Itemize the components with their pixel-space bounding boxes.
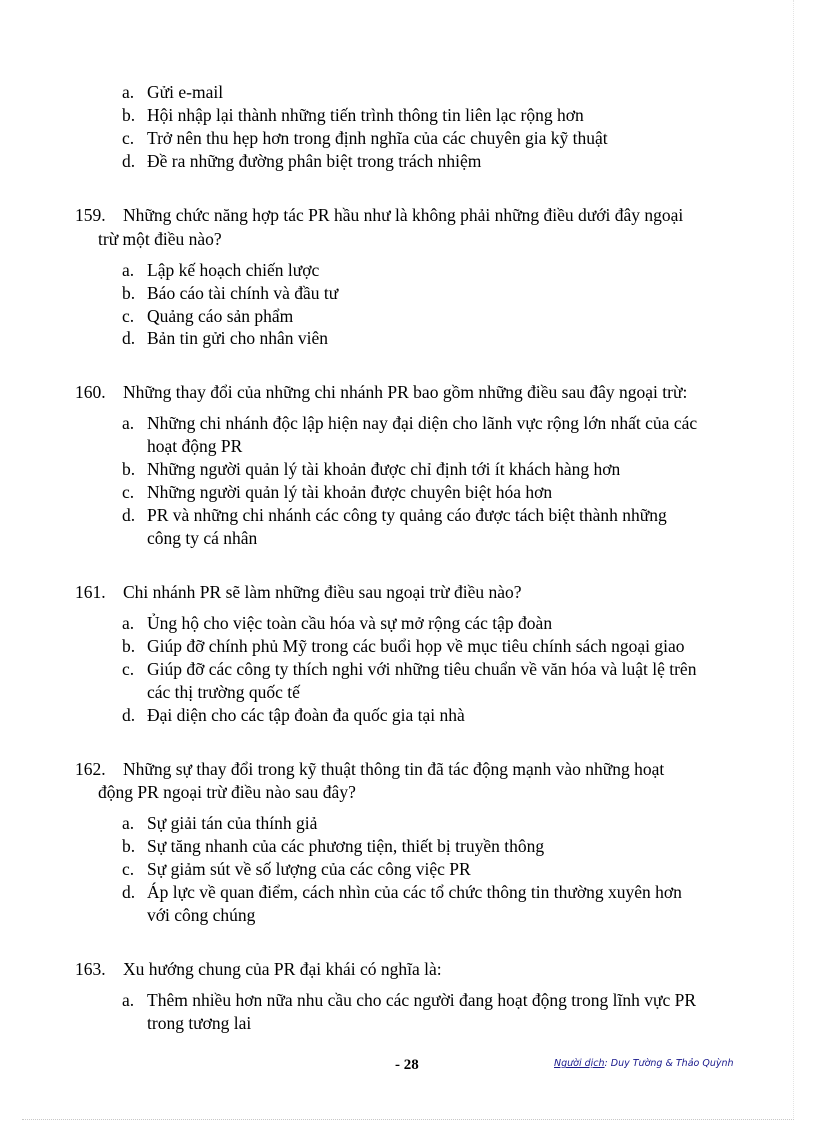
option-text: Những người quản lý tài khoản được chuyên biệt hóa hơn [147,482,553,502]
option-text: Áp lực về quan điểm, cách nhìn của các tổ chức thông tin thường xuyên hơn [147,882,682,902]
option-text: Những người quản lý tài khoản được chỉ định tới ít khách hàng hơn [147,459,621,479]
option-text: Đề ra những đường phân biệt trong trách nhiệm [147,151,482,171]
question-number: 160. [75,382,106,402]
option-letter: d. [122,505,136,525]
option-letter: d. [122,328,136,348]
option-text: trong tương lai [147,1013,252,1033]
option-text: Thêm nhiều hơn nữa nhu cầu cho các người đang hoạt động trong lĩnh vực PR [147,990,697,1010]
option-letter: b. [122,836,136,856]
option-letter: a. [122,413,135,433]
page-border-bottom [22,1119,794,1120]
option-letter: d. [122,882,136,902]
question-text: Những sự thay đổi trong kỹ thuật thông tin đã tác động mạnh vào những hoạt [123,759,665,779]
translator-names: : Duy Tường & Thảo Quỳnh [604,1058,734,1069]
option-text: các thị trường quốc tế [147,682,300,702]
option-letter: b. [122,283,136,303]
option-letter: d. [122,151,136,171]
option-text: PR và những chi nhánh các công ty quảng cáo được tách biệt thành những [147,505,667,525]
option-letter: c. [122,306,135,326]
option-text: Báo cáo tài chính và đầu tư [147,283,339,303]
option-text: Giúp đỡ các công ty thích nghi với những tiêu chuẩn về văn hóa và luật lệ trên [147,659,697,679]
question-number: 162. [75,759,106,779]
option-text: Gửi e-mail [147,82,224,102]
option-letter: c. [122,859,135,879]
option-letter: a. [122,990,135,1010]
option-letter: c. [122,482,135,502]
question-text: trừ một điều nào? [98,229,222,249]
translator-credit [554,1058,734,1069]
option-text: Ủng hộ cho việc toàn cầu hóa và sự mở rộng các tập đoàn [147,613,553,633]
option-text: Quảng cáo sản phẩm [147,306,294,326]
option-text: Giúp đỡ chính phủ Mỹ trong các buổi họp về mục tiêu chính sách ngoại giao [147,636,685,656]
translator-label: Người dịch [554,1058,605,1069]
option-text: Sự giảm sút về số lượng của các công việc PR [147,859,471,879]
option-letter: b. [122,459,136,479]
option-letter: d. [122,705,136,725]
option-text: Sự tăng nhanh của các phương tiện, thiết bị truyền thông [147,836,545,856]
option-text: Bản tin gửi cho nhân viên [147,328,329,348]
page-border-right [793,0,794,1120]
question-number: 161. [75,582,106,602]
option-text: Lập kế hoạch chiến lược [147,260,320,280]
option-text: công ty cá nhân [147,528,258,548]
option-letter: a. [122,813,135,833]
option-text: Sự giải tán của thính giả [147,813,318,833]
option-letter: b. [122,105,136,125]
option-letter: b. [122,636,136,656]
question-text: Những thay đổi của những chi nhánh PR bao gồm những điều sau đây ngoại trừ: [123,382,688,402]
question-number: 163. [75,959,106,979]
option-letter: a. [122,613,135,633]
question-text: Xu hướng chung của PR đại khái có nghĩa là: [123,959,442,979]
question-text: Những chức năng hợp tác PR hầu như là không phải những điều dưới đây ngoại [123,205,684,225]
option-letter: a. [122,260,135,280]
option-letter: a. [122,82,135,102]
option-text: với công chúng [147,905,256,925]
option-text: Trở nên thu hẹp hơn trong định nghĩa của các chuyên gia kỹ thuật [147,128,608,148]
page-number: - 28 [395,1057,419,1073]
question-text: Chi nhánh PR sẽ làm những điều sau ngoại trừ điều nào? [123,582,522,602]
question-text: động PR ngoại trừ điều nào sau đây? [98,782,356,802]
option-text: Hội nhập lại thành những tiến trình thông tin liên lạc rộng hơn [147,105,584,125]
question-number: 159. [75,205,106,225]
option-letter: c. [122,659,135,679]
option-text: Đại diện cho các tập đoàn đa quốc gia tại nhà [147,705,465,725]
option-text: hoạt động PR [147,436,243,456]
option-text: Những chi nhánh độc lập hiện nay đại diện cho lãnh vực rộng lớn nhất của các [147,413,698,433]
option-letter: c. [122,128,135,148]
